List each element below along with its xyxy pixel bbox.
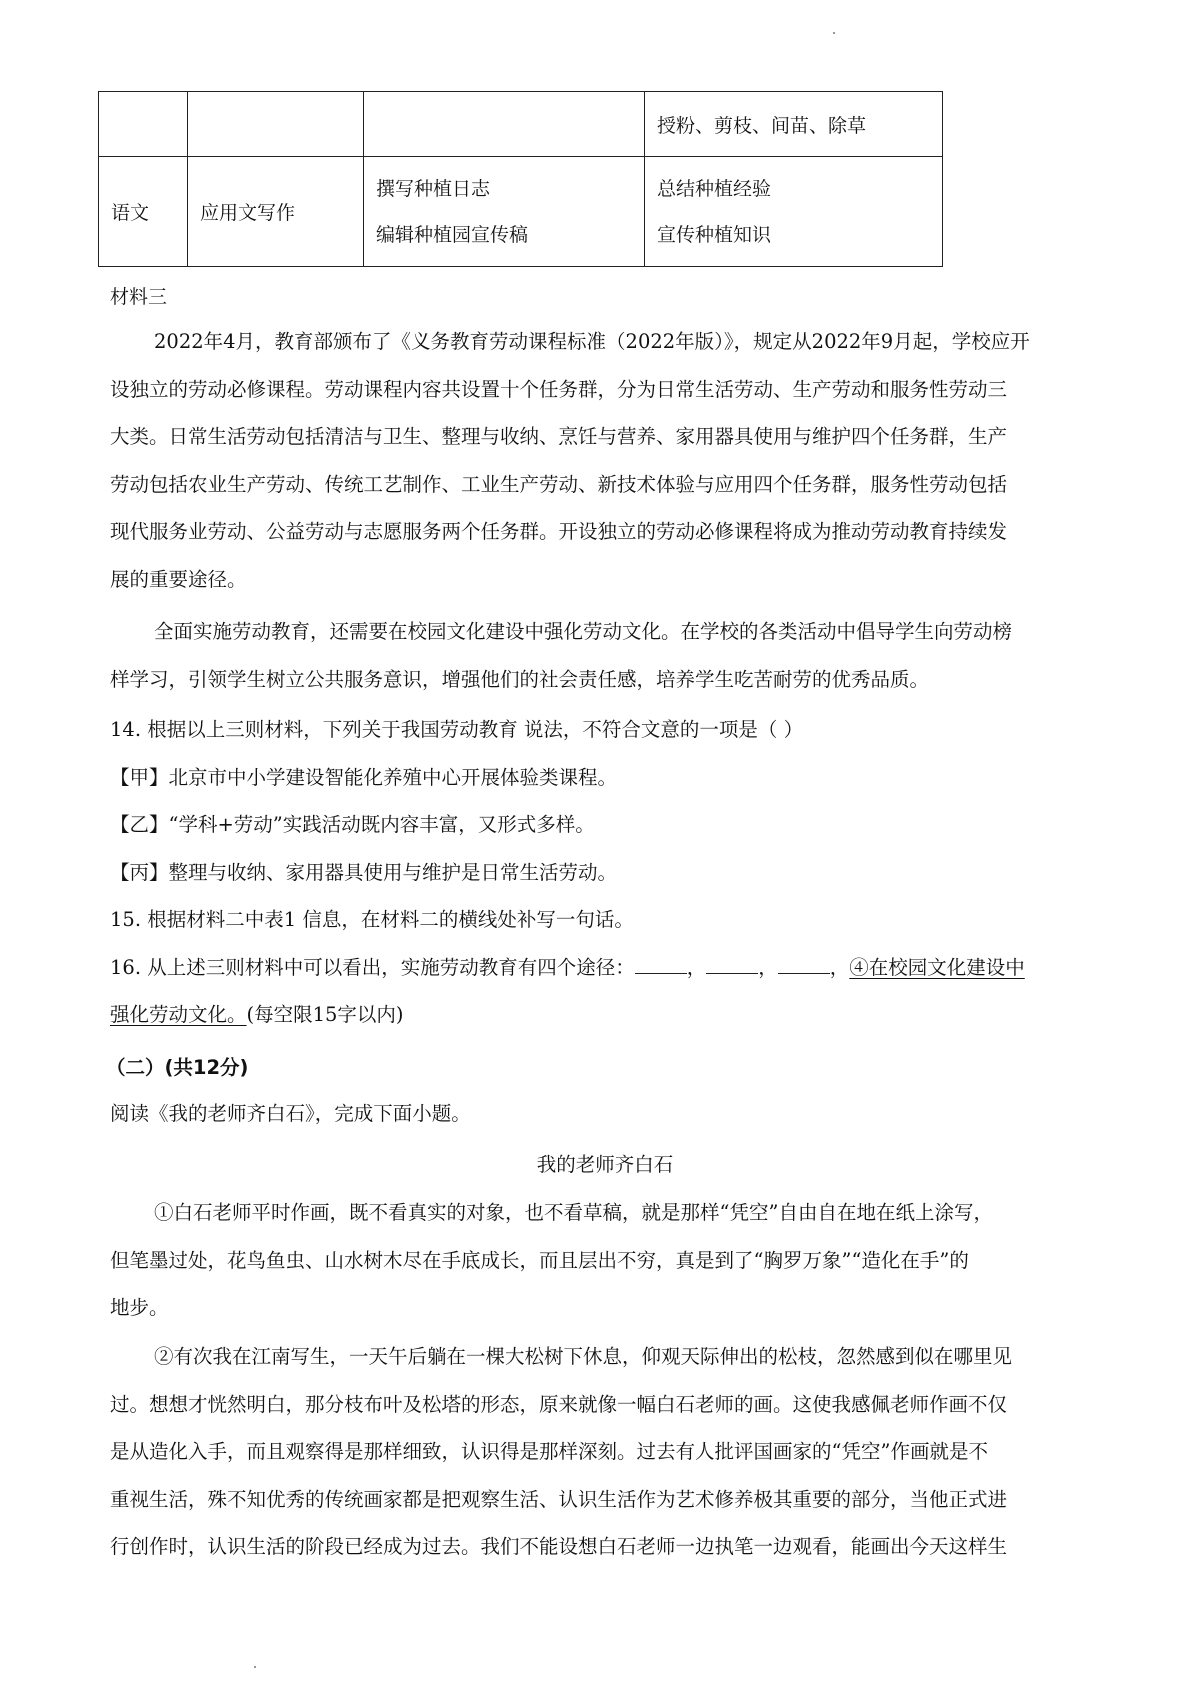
table-cell: [99, 92, 188, 157]
underlined-answer: ④在校园文化建设中: [849, 955, 1025, 979]
question-16-text: 16. 从上述三则材料中可以看出，实施劳动教育有四个途径：: [110, 955, 635, 979]
text-line: 地步。: [110, 1296, 169, 1319]
answer-blank-3[interactable]: [778, 955, 830, 974]
material3-paragraph-2: [110, 608, 1100, 703]
table-cell: 授粉、剪枝、间苗、除草: [645, 92, 943, 157]
text-line: 重视生活，殊不知优秀的传统画家都是把观察生活、认识生活作为艺术修养极其重要的部分，当他正式进: [110, 1487, 1008, 1511]
article-title: 我的老师齐白石: [536, 1153, 674, 1176]
separator: ，: [829, 955, 850, 979]
table-cell-goals: [645, 157, 943, 267]
answer-blank-1[interactable]: [635, 955, 687, 974]
cell-line: 撰写种植日志: [376, 177, 491, 200]
separator: ，: [758, 955, 778, 979]
table-cell-activities: [364, 157, 645, 267]
section-heading: （二）(共12分): [106, 1056, 249, 1079]
subject-table: [98, 91, 943, 267]
question-14: 14. 根据以上三则材料，下列关于我国劳动教育 说法，不符合文意的一项是（ ）: [110, 718, 804, 741]
cell-line: 编辑种植园宣传稿: [376, 223, 529, 246]
table-cell-topic: 应用文写作: [188, 157, 364, 267]
text-line: 2022年4月，教育部颁布了《义务教育劳动课程标准（2022年版）》，规定从2022年9月起，学校应开: [154, 330, 1030, 353]
cell-line: 总结种植经验: [657, 177, 772, 200]
text-line: 劳动包括农业生产劳动、传统工艺制作、工业生产劳动、新技术体验与应用四个任务群，服务性劳动包括: [110, 472, 1008, 496]
text-line: 大类。日常生活劳动包括清洁与卫生、整理与收纳、烹饪与营养、家用器具使用与维护四个任务群，生产: [110, 425, 1008, 448]
material3-paragraph-1: [110, 318, 1100, 603]
word-limit-note: (每空限15字以内): [246, 1003, 404, 1026]
option-jia: 【甲】北京市中小学建设智能化养殖中心开展体验类课程。: [110, 765, 618, 789]
reading-intro: 阅读《我的老师齐白石》，完成下面小题。: [110, 1102, 471, 1125]
text-line: ②有次我在江南写生，一天午后躺在一棵大松树下休息，仰观天际伸出的松枝，忽然感到似在哪里见: [154, 1345, 1013, 1368]
text-line: 行创作时，认识生活的阶段已经成为过去。我们不能设想白石老师一边执笔一边观看，能画出今天这样生: [110, 1535, 1008, 1558]
option-bing: 【丙】整理与收纳、家用器具使用与维护是日常生活劳动。: [110, 860, 618, 884]
table-row: [99, 157, 943, 267]
scan-speck: [254, 1666, 256, 1668]
article-paragraph-2: [110, 1333, 1100, 1571]
table-cell-subject: 语文: [99, 157, 188, 267]
text-line: 现代服务业劳动、公益劳动与志愿服务两个任务群。开设独立的劳动必修课程将成为推动劳动教育持续发: [110, 520, 1008, 543]
question-block: [110, 706, 1100, 1039]
text-line: 但笔墨过处，花鸟鱼虫、山水树木尽在手底成长，而且层出不穷，真是到了“胸罗万象”“造化在手”的: [110, 1248, 969, 1272]
text-line: 过。想想才恍然明白，那分枝布叶及松塔的形态，原来就像一幅白石老师的画。这使我感佩老师作画不仅: [110, 1392, 1008, 1416]
answer-blank-2[interactable]: [706, 955, 758, 974]
text-line: 全面实施劳动教育，还需要在校园文化建设中强化劳动文化。在学校的各类活动中倡导学生向劳动榜: [154, 620, 1013, 643]
question-16: [110, 944, 1100, 992]
scan-speck: [833, 32, 835, 34]
text-line: 样学习，引领学生树立公共服务意识，增强他们的社会责任感，培养学生吃苦耐劳的优秀品质。: [110, 667, 930, 691]
material3-heading: 材料三: [110, 286, 168, 308]
table-cell: [188, 92, 364, 157]
question-16-cont: [110, 991, 1100, 1039]
table-cell: [364, 92, 645, 157]
article-paragraph-1: [110, 1189, 1100, 1332]
text-line: ①白石老师平时作画，既不看真实的对象，也不看草稿，就是那样“凭空”自由自在地在纸上涂写，: [154, 1201, 993, 1224]
table-row: [99, 92, 943, 157]
text-line: 是从造化入手，而且观察得是那样细致，认识得是那样深刻。过去有人批评国画家的“凭空”作画就是不: [110, 1440, 988, 1463]
text-line: 设独立的劳动必修课程。劳动课程内容共设置十个任务群，分为日常生活劳动、生产劳动和服务性劳动三: [110, 377, 1008, 401]
cell-line: 宣传种植知识: [657, 223, 772, 246]
underlined-answer: 强化劳动文化。: [110, 1003, 247, 1026]
text-line: 展的重要途径。: [110, 567, 247, 591]
separator: ，: [686, 955, 707, 979]
question-15: 15. 根据材料二中表1 信息，在材料二的横线处补写一句话。: [110, 908, 634, 931]
option-yi: 【乙】“学科+劳动”实践活动既内容丰富，又形式多样。: [110, 813, 595, 836]
